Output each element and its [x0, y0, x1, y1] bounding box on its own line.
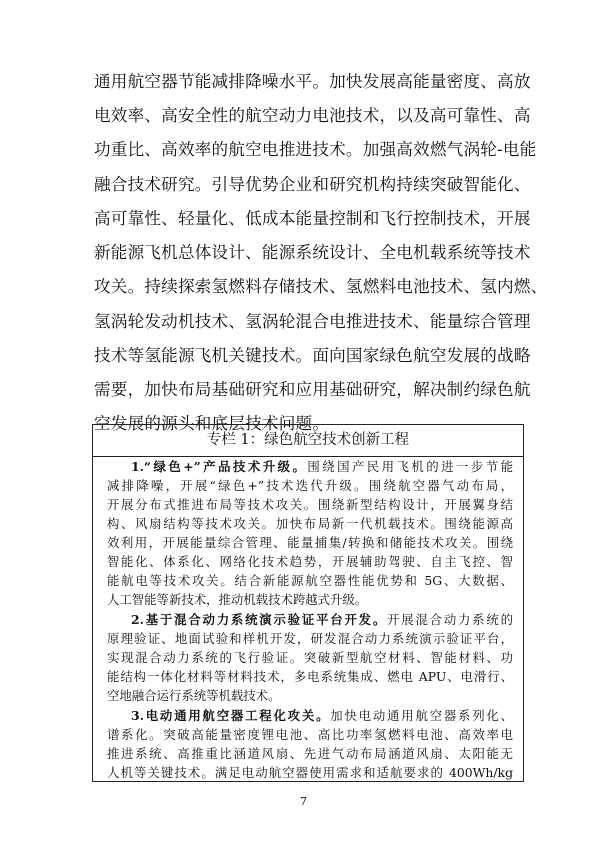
page-number: 7 [300, 795, 307, 808]
item-heading: 2.基于混合动力系统演示验证平台开发。 [131, 612, 388, 627]
box-line: 谱系化。突破高能量密度锂电池、高比功率氢燃料电池、高效率电 [107, 727, 513, 742]
item-heading: 1.“绿色+”产品技术升级。 [131, 459, 308, 474]
box-line: 能结构一体化材料等材料技术，多电系统集成、燃电 APU、电滑行、 [107, 669, 513, 684]
box-line: 人工智能等新技术，推动机载技术跨越式升级。 [107, 592, 368, 607]
body-line: 技术等氢能源飞机关键技术。面向国家绿色航空发展的战略 [94, 346, 531, 365]
box-line: 空地融合运行系统等机载技术。 [107, 688, 281, 703]
item-text: 围绕国产民用飞机的进一步节能 [307, 459, 514, 474]
body-line: 高可靠性、轻量化、低成本能量控制和飞行控制技术，开展 [94, 209, 531, 228]
box-line: 人机等关键技术。满足电动航空器使用需求和适航要求的 400Wh/kg [107, 765, 513, 780]
box-line: 实现混合动力系统的飞行验证。突破新型航空材料、智能材料、功 [107, 650, 513, 665]
body-line: 功重比、高效率的航空电推进技术。加强高效燃气涡轮-电能 [94, 140, 537, 159]
item-text: 开展混合动力系统的 [387, 612, 514, 627]
body-line: 电效率、高安全性的航空动力电池技术，以及高可靠性、高 [94, 106, 531, 125]
body-line: 新能源飞机总体设计、能源系统设计、全电机载系统等技术 [94, 243, 531, 262]
box-line [107, 610, 513, 629]
box-title: 专栏 1：绿色航空技术创新工程 [93, 425, 523, 457]
feature-box [92, 424, 524, 782]
box-line: 原理验证、地面试验和样机开发，研发混合动力系统演示验证平台， [107, 631, 513, 646]
body-line: 空发展的源头和底层技术问题。 [94, 414, 330, 433]
body-line: 融合技术研究。引导优势企业和研究机构持续突破智能化、 [94, 175, 531, 194]
box-line: 构、风扇结构等技术攻关。加快布局新一代机载技术。围绕能源高 [107, 516, 513, 531]
box-line: 减排降噪，开展“绿色+”技术迭代升级。围绕航空器气动布局， [107, 478, 513, 493]
body-line: 通用航空器节能减排降噪水平。加快发展高能量密度、高放 [94, 72, 531, 91]
box-line: 智能化、体系化、网络化技术趋势，开展辅助驾驶、自主飞控、智 [107, 554, 513, 569]
box-line: 效利用，开展能量综合管理、能量捕集/转换和储能技术攻关。围绕 [107, 535, 513, 550]
body-line: 需要，加快布局基础研究和应用基础研究，解决制约绿色航 [94, 380, 531, 399]
body-line: 攻关。持续探索氢燃料存储技术、氢燃料电池技术、氢内燃、 [94, 277, 548, 296]
item-heading: 3.电动通用航空器工程化攻关。 [131, 708, 331, 723]
box-line [107, 706, 513, 725]
box-line: 开展分布式推进布局等技术攻关。围绕新型结构设计，开展翼身结 [107, 497, 513, 512]
box-line: 推进系统、高推重比涵道风扇、先进气动布局涵道风扇、太阳能无 [107, 746, 513, 761]
box-line: 能航电等技术攻关。结合新能源航空器性能优势和 5G、大数据、 [107, 573, 513, 588]
box-line [107, 457, 513, 476]
item-text: 加快电动通用航空器系列化、 [330, 708, 514, 723]
body-line: 氢涡轮发动机技术、氢涡轮混合电推进技术、能量综合管理 [94, 312, 531, 331]
